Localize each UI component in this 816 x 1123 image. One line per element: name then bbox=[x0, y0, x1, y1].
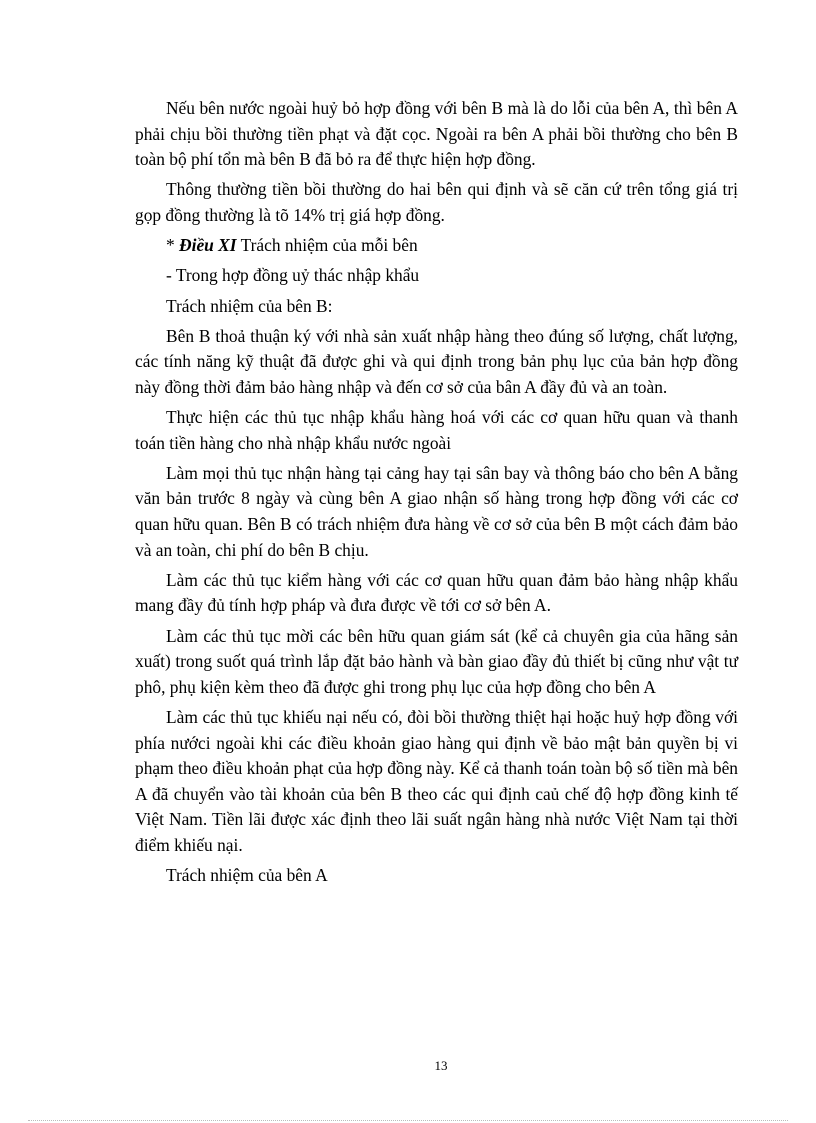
article-heading bbox=[135, 233, 738, 259]
paragraph-breach-compensation: Nếu bên nước ngoài huỷ bỏ hợp đồng với bên B mà là do lỗi của bên A, thì bên A phải chịu bồi thường tiền phạt và đặt cọc. Ngoài ra bên A phải bồi thường cho bên B toàn bộ phí tổn mà bên B đã bỏ ra để thực hiện hợp đồng. bbox=[135, 98, 738, 170]
paragraph-receiving-goods: Làm mọi thủ tục nhận hàng tại cảng hay tại sân bay và thông báo cho bên A bằng văn bản trước 8 ngày và cùng bên A giao nhận số hàng trong hợp đồng với các cơ quan hữu quan. Bên B có trách nhiệm đưa hàng về cơ sở của bên B một cách đảm bảo và an toàn, chi phí do bên B chịu. bbox=[135, 462, 738, 560]
article-title: Trách nhiệm của mỗi bên bbox=[236, 235, 418, 256]
paragraph-compensation-rate: Thông thường tiền bồi thường do hai bên qui định và sẽ căn cứ trên tổng giá trị gọp đồng thường là tõ 14% trị giá hợp đồng. bbox=[135, 179, 738, 225]
paragraph-party-a-heading: Trách nhiệm của bên A bbox=[166, 865, 328, 886]
paragraph-entrusted-import: - Trong hợp đồng uỷ thác nhập khẩu bbox=[166, 265, 420, 286]
paragraph-supervision: Làm các thủ tục mời các bên hữu quan giám sát (kể cả chuyên gia của hãng sản xuất) trong suốt quá trình lắp đặt bảo hành và bàn giao đầy đủ thiết bị cũng như vật tư phô, phụ kiện kèm theo đã được ghi trong phụ lục của hợp đồng cho bên A bbox=[135, 625, 738, 697]
paragraph-party-b-agreement: Bên B thoả thuận ký với nhà sản xuất nhập hàng theo đúng số lượng, chất lượng, các tính năng kỹ thuật đã được ghi và qui định trong bản phụ lục của bản hợp đồng này đồng thời đảm bảo hàng nhập và đến cơ sở của bân A đầy đủ và an toàn. bbox=[135, 325, 738, 397]
document-body bbox=[135, 96, 738, 893]
paragraph-complaints: Làm các thủ tục khiếu nại nếu có, đòi bồi thường thiệt hại hoặc huỷ hợp đồng với phía nướci ngoài khi các điều khoản giao hàng qui định về bảo mật bản quyền bị vi phạm theo điều khoản phạt của hợp đồng này. Kể cả thanh toán toàn bộ số tiền mà bên A đã chuyển vào tài khoản của bên B theo các qui định caủ chế độ hợp đồng kinh tế Việt Nam. Tiền lãi được xác định theo lãi suất ngân hàng nhà nước Việt Nam tại thời điểm khiếu nại. bbox=[135, 707, 738, 855]
paragraph-import-procedures: Thực hiện các thủ tục nhập khẩu hàng hoá với các cơ quan hữu quan và thanh toán tiền hàng cho nhà nhập khẩu nước ngoài bbox=[135, 407, 738, 453]
article-bullet: * bbox=[166, 235, 180, 256]
paragraph-party-b-heading: Trách nhiệm của bên B: bbox=[166, 295, 333, 316]
page-bottom-divider bbox=[28, 1120, 788, 1121]
article-number: Điều XI bbox=[179, 235, 237, 256]
paragraph-inspection: Làm các thủ tục kiểm hàng với các cơ quan hữu quan đảm bảo hàng nhập khẩu mang đầy đủ tính hợp pháp và đưa được về tới cơ sở bên A. bbox=[135, 569, 738, 616]
page-number: 13 bbox=[434, 1058, 448, 1073]
